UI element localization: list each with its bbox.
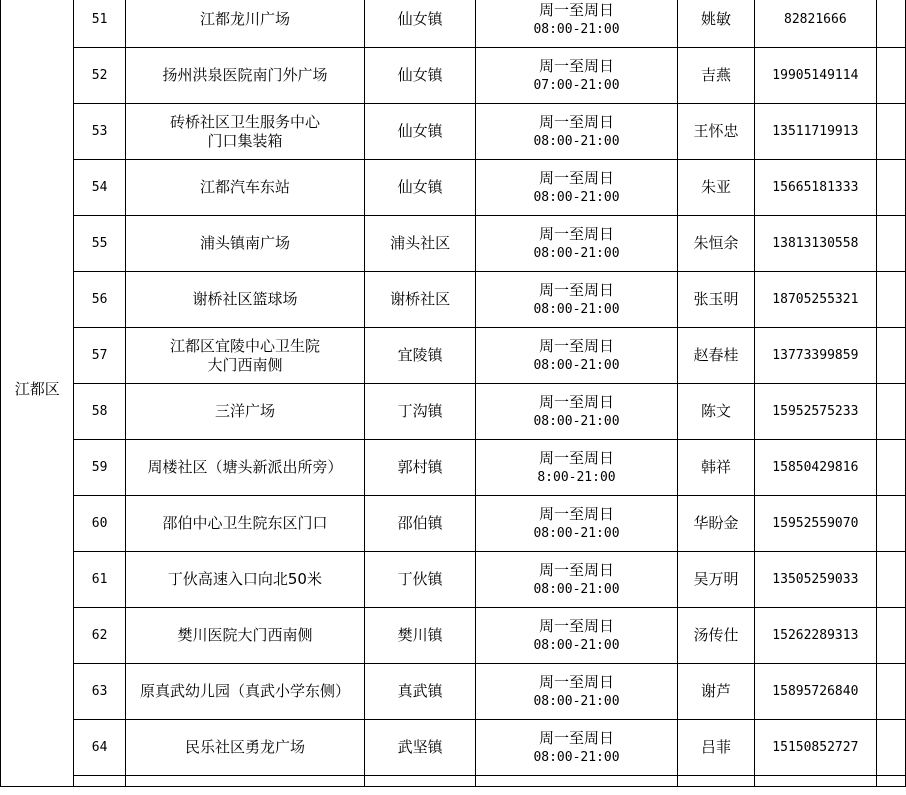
location-line: 大门西南侧	[207, 355, 283, 374]
contact-phone: 13813130558	[755, 216, 876, 272]
service-days: 周一至周日	[538, 616, 614, 635]
row-number: 52	[74, 48, 125, 104]
sampling-location	[125, 104, 364, 160]
row-number: 57	[74, 328, 125, 384]
cut-off-column	[876, 440, 906, 496]
service-time-range: 08:00-21:00	[533, 413, 620, 429]
table-row	[1, 328, 906, 384]
contact-phone: 13511719913	[755, 104, 876, 160]
cut-off-column	[876, 384, 906, 440]
location-line: 江都龙川广场	[199, 10, 290, 28]
service-days: 周一至周日	[538, 280, 614, 299]
row-number: 60	[74, 496, 125, 552]
sampling-location	[125, 720, 364, 776]
town-name: 真武镇	[365, 664, 476, 720]
table-row	[1, 272, 906, 328]
location-line: 江都汽车东站	[199, 178, 290, 196]
contact-phone: 15262289313	[755, 608, 876, 664]
row-number: 53	[74, 104, 125, 160]
sampling-location	[125, 496, 364, 552]
service-days: 周一至周日	[538, 224, 614, 243]
service-time-range: 08:00-21:00	[533, 133, 620, 149]
table-row	[1, 608, 906, 664]
row-number: 54	[74, 160, 125, 216]
contact-person: 吴万明	[677, 552, 754, 608]
town-name: 仙女镇	[365, 0, 476, 48]
sampling-location	[125, 608, 364, 664]
cut-off-column	[876, 160, 906, 216]
town-name: 仙女镇	[365, 160, 476, 216]
location-line: 民乐社区勇龙广场	[184, 738, 305, 756]
service-days: 周一至周日	[538, 56, 614, 75]
table-body	[1, 0, 906, 787]
contact-person: 陈文	[677, 384, 754, 440]
location-line: 扬州洪泉医院南门外广场	[162, 66, 328, 84]
row-number: 55	[74, 216, 125, 272]
contact-phone: 19905149114	[755, 48, 876, 104]
cut-off-column	[876, 608, 906, 664]
contact-person: 姚敏	[677, 0, 754, 48]
table-row	[1, 552, 906, 608]
service-time-range: 08:00-21:00	[533, 189, 620, 205]
service-time-range: 08:00-21:00	[533, 21, 620, 37]
contact-person: 王怀忠	[677, 104, 754, 160]
service-hours	[476, 440, 678, 496]
contact-phone: 15895726840	[755, 664, 876, 720]
empty-cell	[365, 776, 476, 787]
cut-off-column	[876, 0, 906, 48]
contact-person: 朱恒余	[677, 216, 754, 272]
location-line: 谢桥社区篮球场	[192, 290, 298, 308]
contact-person: 赵春桂	[677, 328, 754, 384]
service-hours	[476, 496, 678, 552]
sampling-location	[125, 664, 364, 720]
sampling-location	[125, 384, 364, 440]
town-name: 邵伯镇	[365, 496, 476, 552]
sampling-location	[125, 328, 364, 384]
service-time-range: 08:00-21:00	[533, 693, 620, 709]
empty-cell	[876, 776, 906, 787]
empty-cell	[476, 776, 678, 787]
service-time-range: 07:00-21:00	[533, 77, 620, 93]
town-name: 郭村镇	[365, 440, 476, 496]
row-number: 61	[74, 552, 125, 608]
sampling-location	[125, 0, 364, 48]
location-line: 门口集装箱	[207, 131, 283, 150]
location-line: 丁伙高速入口向北50米	[167, 570, 322, 588]
contact-person: 朱亚	[677, 160, 754, 216]
service-hours	[476, 104, 678, 160]
location-line: 浦头镇南广场	[199, 234, 290, 252]
service-days: 周一至周日	[538, 392, 614, 411]
sampling-location	[125, 440, 364, 496]
table-row	[1, 48, 906, 104]
table-row	[1, 384, 906, 440]
contact-person: 吉燕	[677, 48, 754, 104]
cut-off-column	[876, 496, 906, 552]
empty-cell	[677, 776, 754, 787]
row-number: 51	[74, 0, 125, 48]
service-days: 周一至周日	[538, 560, 614, 579]
table-row	[1, 776, 906, 787]
service-hours	[476, 48, 678, 104]
contact-phone: 13773399859	[755, 328, 876, 384]
location-line: 樊川医院大门西南侧	[177, 626, 313, 644]
contact-phone: 15952575233	[755, 384, 876, 440]
service-time-range: 08:00-21:00	[533, 637, 620, 653]
location-line: 周楼社区（塘头新派出所旁）	[147, 458, 343, 476]
sampling-location	[125, 48, 364, 104]
table-row	[1, 664, 906, 720]
sampling-location	[125, 552, 364, 608]
location-line: 江都区宜陵中心卫生院	[169, 336, 320, 355]
town-name: 武坚镇	[365, 720, 476, 776]
service-time-range: 08:00-21:00	[533, 301, 620, 317]
table-row	[1, 160, 906, 216]
service-time-range: 08:00-21:00	[533, 581, 620, 597]
empty-cell	[74, 776, 125, 787]
sampling-location	[125, 160, 364, 216]
service-days: 周一至周日	[538, 0, 614, 19]
contact-phone: 15150852727	[755, 720, 876, 776]
empty-cell	[125, 776, 364, 787]
service-time-range: 08:00-21:00	[533, 525, 620, 541]
cut-off-column	[876, 216, 906, 272]
service-hours	[476, 664, 678, 720]
service-days: 周一至周日	[538, 672, 614, 691]
service-hours	[476, 272, 678, 328]
cut-off-column	[876, 104, 906, 160]
table-row	[1, 440, 906, 496]
cut-off-column	[876, 272, 906, 328]
sampling-location	[125, 216, 364, 272]
contact-phone: 82821666	[755, 0, 876, 48]
contact-phone: 15850429816	[755, 440, 876, 496]
contact-phone: 13505259033	[755, 552, 876, 608]
table-row	[1, 496, 906, 552]
contact-person: 张玉明	[677, 272, 754, 328]
location-line: 邵伯中心卫生院东区门口	[162, 514, 328, 532]
contact-person: 谢芦	[677, 664, 754, 720]
row-number: 59	[74, 440, 125, 496]
cut-off-column	[876, 664, 906, 720]
service-time-range: 8:00-21:00	[537, 469, 616, 485]
service-hours	[476, 328, 678, 384]
contact-person: 韩祥	[677, 440, 754, 496]
cut-off-column	[876, 720, 906, 776]
cut-off-column	[876, 48, 906, 104]
table-row	[1, 0, 906, 48]
contact-person: 华盼金	[677, 496, 754, 552]
table-row	[1, 104, 906, 160]
service-hours	[476, 160, 678, 216]
service-hours	[476, 720, 678, 776]
row-number: 56	[74, 272, 125, 328]
town-name: 谢桥社区	[365, 272, 476, 328]
service-days: 周一至周日	[538, 448, 614, 467]
service-time-range: 08:00-21:00	[533, 357, 620, 373]
row-number: 62	[74, 608, 125, 664]
contact-phone: 18705255321	[755, 272, 876, 328]
row-number: 58	[74, 384, 125, 440]
service-hours	[476, 552, 678, 608]
service-time-range: 08:00-21:00	[533, 749, 620, 765]
cut-off-column	[876, 552, 906, 608]
service-days: 周一至周日	[538, 728, 614, 747]
empty-cell	[755, 776, 876, 787]
town-name: 丁沟镇	[365, 384, 476, 440]
table-row	[1, 216, 906, 272]
cut-off-column	[876, 328, 906, 384]
contact-phone: 15952559070	[755, 496, 876, 552]
table-row	[1, 720, 906, 776]
town-name: 丁伙镇	[365, 552, 476, 608]
town-name: 仙女镇	[365, 104, 476, 160]
town-name: 宜陵镇	[365, 328, 476, 384]
row-number: 63	[74, 664, 125, 720]
location-line: 砖桥社区卫生服务中心	[169, 112, 320, 131]
service-hours	[476, 608, 678, 664]
location-line: 三洋广场	[214, 402, 275, 420]
location-line: 原真武幼儿园（真武小学东侧）	[139, 682, 350, 700]
row-number: 64	[74, 720, 125, 776]
service-hours	[476, 0, 678, 48]
service-days: 周一至周日	[538, 168, 614, 187]
service-days: 周一至周日	[538, 112, 614, 131]
sampling-location	[125, 272, 364, 328]
town-name: 樊川镇	[365, 608, 476, 664]
service-days: 周一至周日	[538, 336, 614, 355]
service-time-range: 08:00-21:00	[533, 245, 620, 261]
contact-person: 吕菲	[677, 720, 754, 776]
service-days: 周一至周日	[538, 504, 614, 523]
contact-phone: 15665181333	[755, 160, 876, 216]
town-name: 仙女镇	[365, 48, 476, 104]
district-cell: 江都区	[1, 0, 74, 787]
contact-person: 汤传仕	[677, 608, 754, 664]
service-hours	[476, 384, 678, 440]
town-name: 浦头社区	[365, 216, 476, 272]
service-hours	[476, 216, 678, 272]
